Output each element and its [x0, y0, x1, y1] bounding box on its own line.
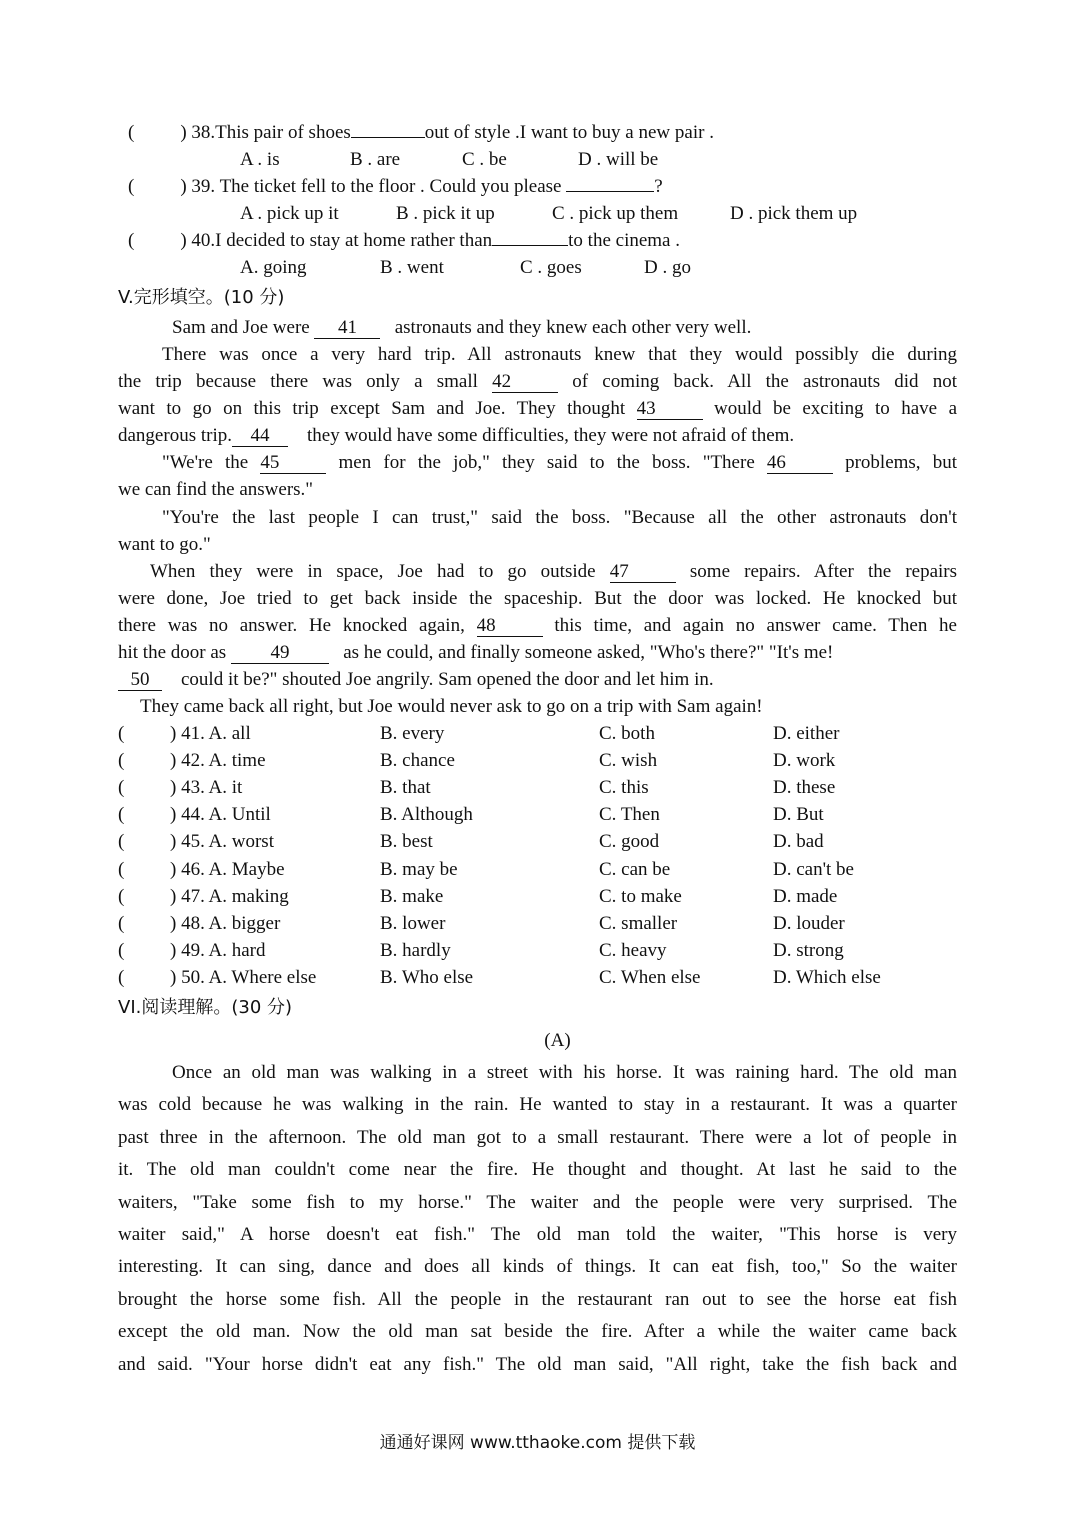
option-a: ) 49. A. hard [170, 939, 266, 961]
passage-line: waiter said," A horse doesn't eat fish." The old man told the waiter, "This horse is very [118, 1224, 957, 1245]
cloze-line: want to go on this trip except Sam and Joe. They thought 43 would be exciting to have a [118, 398, 957, 419]
option-b: B. may be [380, 858, 458, 880]
question-stem: ( ) 39. The ticket fell to the floor . Could you please ? [128, 176, 663, 197]
cloze-blank: 50 [118, 670, 162, 691]
option-c: C. wish [599, 750, 658, 772]
answer-paren: ( [118, 831, 125, 853]
cloze-line: "You're the last people I can trust," said the boss. "Because all the other astronauts don't [162, 507, 957, 528]
option-c: C. this [599, 777, 649, 799]
passage-line: was cold because he was walking in the rain. He wanted to stay in a restaurant. It was a quarter [118, 1094, 957, 1116]
option-b: B. make [380, 885, 444, 907]
option-d: D. bad [773, 831, 824, 853]
cloze-line: "We're the 45 men for the job," they said to the boss. "There 46 problems, but [162, 452, 958, 473]
option-d: D. either [773, 723, 840, 744]
cloze-line: hit the door as 49 as he could, and finally someone asked, "Who's there?" "It's me! [118, 642, 834, 663]
answer-paren: ( [118, 912, 125, 934]
option-b: B. Although [380, 804, 473, 826]
option-b: B. best [380, 831, 433, 853]
passage-line: Once an old man was walking in a street with his horse. It was raining hard. The old man [172, 1062, 957, 1083]
option-d: D. But [773, 804, 824, 826]
cloze-blank: 48 [477, 616, 543, 637]
answer-blank [351, 137, 425, 138]
option-d: D. these [773, 777, 836, 799]
option-b: B. Who else [380, 966, 474, 988]
answer-paren: ( [118, 750, 125, 772]
footer-text: 通通好课网 www.tthaoke.com 提供下载 [379, 1433, 696, 1453]
answer-paren: ( [118, 939, 125, 961]
cloze-blank: 49 [231, 643, 329, 664]
answer-paren: ( [118, 885, 125, 907]
cloze-line: When they were in space, Joe had to go outside 47 some repairs. After the repairs [150, 561, 958, 582]
option-c: C. can be [599, 858, 671, 880]
option-a: ) 48. A. bigger [170, 912, 281, 934]
option-c: C. Then [599, 804, 660, 826]
section-5-title: V.完形填空。(10 分) [118, 287, 285, 308]
passage-line: waiters, "Take some fish to my horse." The waiter and the people were very surprised. The [118, 1191, 957, 1213]
cloze-line: the trip because there was only a small 42 of coming back. All the astronauts did not [118, 371, 958, 392]
cloze-line: want to go." [118, 534, 211, 555]
cloze-blank: 46 [767, 453, 833, 474]
option-c: C. to make [599, 885, 682, 907]
option-a: ) 44. A. Until [170, 804, 271, 826]
option-c: C. When else [599, 966, 701, 988]
option-c: C. good [599, 831, 660, 853]
cloze-blank: 42 [492, 372, 558, 393]
section-6-title: VI.阅读理解。(30 分) [118, 997, 293, 1018]
cloze-line: 50 could it be?" shouted Joe angrily. Sam opened the door and let him in. [118, 667, 714, 693]
option-a: ) 50. A. Where else [170, 966, 317, 988]
option-d: D. strong [773, 939, 844, 961]
option-b: B. chance [380, 750, 455, 772]
answer-paren: ( [118, 858, 125, 880]
passage-line: past three in the afternoon. The old man got to a small restaurant. There were a lot of people in [118, 1126, 957, 1148]
cloze-blank: 41 [314, 318, 380, 339]
option-b: B. lower [380, 912, 446, 934]
option-a: ) 42. A. time [170, 750, 266, 772]
cloze-line: there was no answer. He knocked again, 48 this time, and again no answer came. Then he [118, 615, 957, 636]
option-a: ) 47. A. making [170, 885, 289, 907]
passage-line: except the old man. Now the old man sat beside the fire. After a while the waiter came back [118, 1321, 957, 1343]
passage-line: interesting. It can sing, dance and does all kinds of things. It can eat fish, too," So the waiter [118, 1256, 957, 1278]
question-stem: ( ) 40.I decided to stay at home rather than to the cinema . [128, 230, 680, 251]
option-a: ) 43. A. it [170, 777, 243, 799]
option-c: C. smaller [599, 912, 678, 934]
answer-paren: ( [118, 966, 125, 988]
option-d: D. louder [773, 912, 845, 934]
option-d: D. work [773, 750, 836, 772]
option-a: ) 45. A. worst [170, 831, 274, 853]
answer-blank [566, 191, 654, 192]
option-c: C. heavy [599, 939, 667, 961]
cloze-blank: 43 [637, 399, 703, 420]
option-d: D. can't be [773, 858, 854, 880]
option-c: C. both [599, 723, 655, 744]
cloze-line: There was once a very hard trip. All astronauts knew that they would possibly die during [162, 344, 957, 365]
option-d: D. made [773, 885, 838, 907]
answer-paren: ( [118, 723, 125, 744]
cloze-blank: 45 [260, 453, 326, 474]
question-stem: ( ) 38.This pair of shoes out of style .I want to buy a new pair . [128, 122, 714, 143]
passage-line: brought the horse some fish. All the people in the restaurant ran out to see the horse eat fish [118, 1288, 957, 1310]
cloze-line: dangerous trip. 44 they would have some difficulties, they were not afraid of them. [118, 425, 795, 446]
cloze-line: were done, Joe tried to get back inside the spaceship. But the door was locked. He knocked but [118, 588, 957, 609]
passage-label: (A) [544, 1030, 571, 1051]
answer-paren: ( [118, 777, 125, 799]
cloze-line: They came back all right, but Joe would never ask to go on a trip with Sam again! [140, 696, 763, 717]
cloze-blank: 44 [232, 426, 288, 447]
cloze-blank: 47 [610, 562, 676, 583]
answer-blank [492, 245, 568, 246]
option-b: B. every [380, 723, 445, 744]
passage-line: and said. "Your horse didn't eat any fish." The old man said, "All right, take the fish back and [118, 1353, 957, 1375]
option-a: ) 46. A. Maybe [170, 858, 285, 880]
answer-paren: ( [118, 804, 125, 826]
option-b: B. that [380, 777, 431, 799]
cloze-line: we can find the answers." [118, 479, 314, 500]
option-a: ) 41. A. all [170, 723, 251, 744]
option-b: B. hardly [380, 939, 451, 961]
option-d: D. Which else [773, 966, 881, 988]
cloze-line: Sam and Joe were 41 astronauts and they knew each other very well. [172, 317, 752, 338]
passage-line: it. The old man couldn't come near the fire. He thought and thought. At last he said to the [118, 1159, 957, 1181]
